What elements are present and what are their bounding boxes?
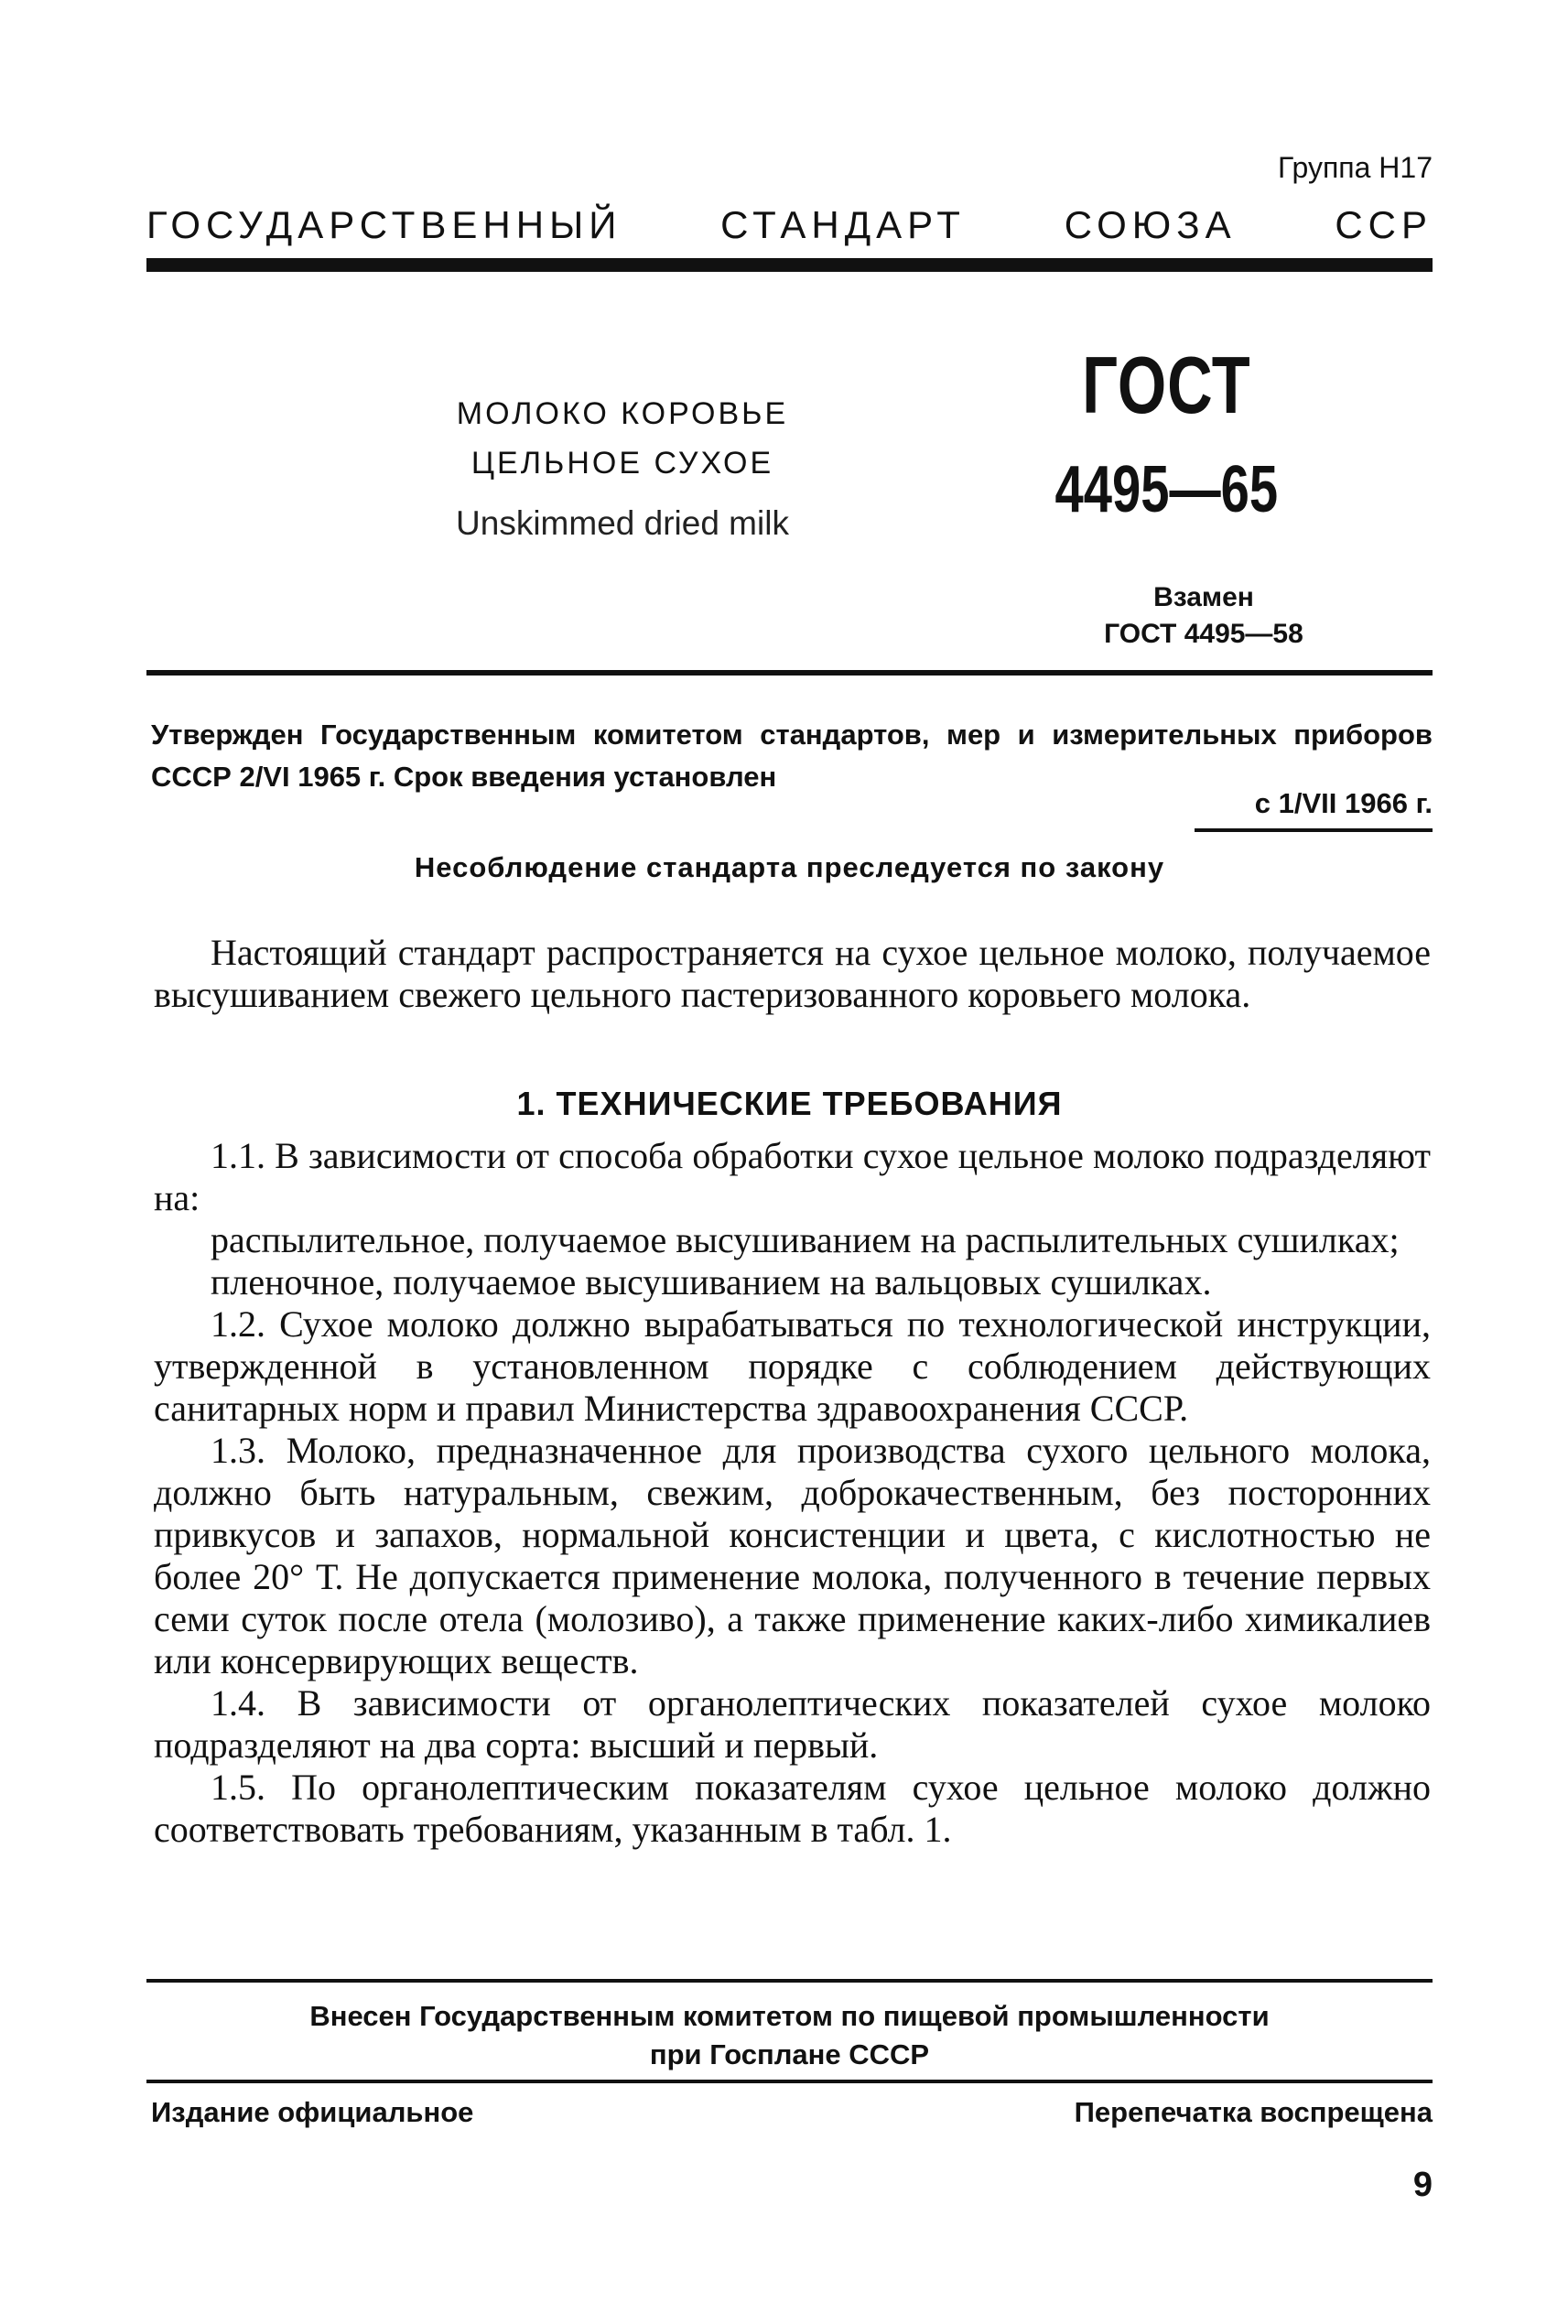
law-note: Несоблюдение стандарта преследуется по закону xyxy=(414,851,1165,883)
gost-number: 4495—65 xyxy=(1054,453,1279,526)
contributor-line-2: при Госплане СССР xyxy=(649,2038,930,2070)
group-label: Группа Н17 xyxy=(1277,151,1433,184)
approval-text: Утвержден Государственным комитетом стандартов, мер и измерительных приборов СССР 2/VI 1965 г. Срок введения установлен xyxy=(151,719,1433,793)
state-standard-heading: ГОСУДАРСТВЕННЫЙ СТАНДАРТ СОЮЗА ССР xyxy=(146,203,1433,246)
clause-1-2: 1.2. Сухое молоко должно вырабатываться по технологической инструкции, утвержденной в установленном порядке с соблюдением действующих санитарных норм и правил Министерства здравоохранения СССР. xyxy=(154,1303,1431,1429)
title-english: Unskimmed dried milk xyxy=(456,504,789,542)
gost-block xyxy=(1034,339,1373,650)
clause-1-1-spray: распылительное, получаемое высушиванием на распылительных сушилках; xyxy=(211,1219,1400,1260)
edition-label: Издание официальное xyxy=(151,2096,474,2128)
clause-1-5: 1.5. По органолептическим показателям сухое цельное молоко должно соответствовать требованиям, указанным в табл. 1. xyxy=(154,1767,1431,1850)
title-line-2: ЦЕЛЬНОЕ СУХОЕ xyxy=(470,446,774,481)
reprint-notice: Перепечатка воспрещена xyxy=(1074,2096,1433,2128)
clause-1-1: 1.1. В зависимости от способа обработки сухое цельное молоко подразделяют на: xyxy=(154,1135,1431,1218)
replaces-label: Взамен xyxy=(1153,582,1254,612)
footer-rule-bottom xyxy=(146,2080,1433,2083)
header-rule xyxy=(146,258,1433,272)
effective-date-underline xyxy=(1195,828,1433,832)
footer-rule-top xyxy=(146,1979,1433,1983)
clauses xyxy=(154,1135,1431,1851)
title-line-1: МОЛОКО КОРОВЬЕ xyxy=(456,396,789,431)
contributor-note xyxy=(146,1997,1433,2074)
section-heading: 1. ТЕХНИЧЕСКИЕ ТРЕБОВАНИЯ xyxy=(516,1085,1063,1122)
intro-paragraph: Настоящий стандарт распространяется на сухое цельное молоко, получаемое высушиванием свежего цельного пастеризованного коровьего молока. xyxy=(154,932,1431,1015)
effective-date: с 1/VII 1966 г. xyxy=(1254,787,1433,819)
clause-1-1-film: пленочное, получаемое высушиванием на вальцовых сушилках. xyxy=(211,1261,1212,1303)
title-block xyxy=(384,389,860,543)
clause-1-3: 1.3. Молоко, предназначенное для производства сухого цельного молока, должно быть натуральным, свежим, доброкачественным, без посторонних привкусов и запахов, нормальной консистенции и цвета, с кислотностью не более 20° Т. Не допускается применение молока, полученного в течение первых семи суток после отела (молозиво), а также применение каких-либо химикалиев или консервирующих веществ. xyxy=(154,1430,1431,1681)
title-rule xyxy=(146,670,1433,676)
gost-label: ГОСТ xyxy=(1082,340,1251,430)
replaces-document: ГОСТ 4495—58 xyxy=(1104,619,1303,649)
contributor-line-1: Внесен Государственным комитетом по пищевой промышленности xyxy=(309,2000,1270,2032)
clause-1-4: 1.4. В зависимости от органолептических показателей сухое молоко подразделяют на два сорта: высший и первый. xyxy=(154,1682,1431,1766)
page-number: 9 xyxy=(1412,2166,1433,2204)
